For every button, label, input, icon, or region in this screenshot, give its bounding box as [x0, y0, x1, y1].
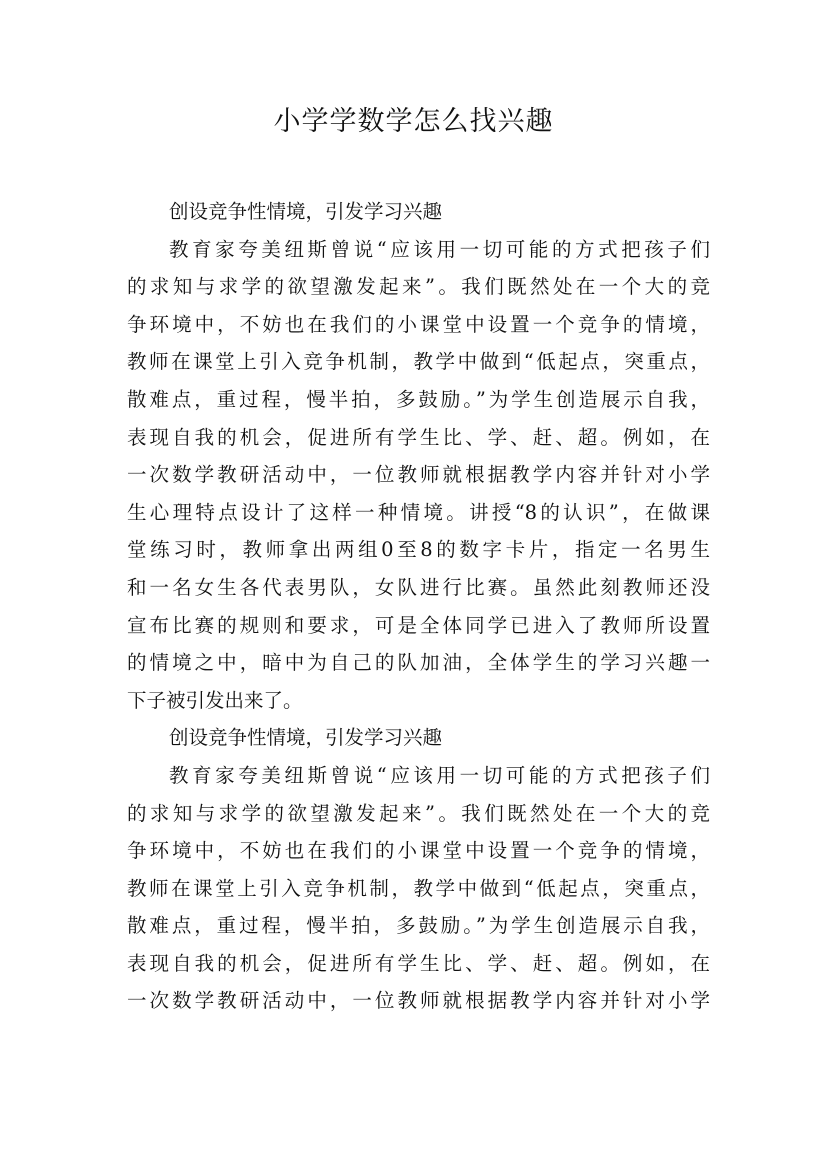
- text-line: 和一名女生各代表男队，女队进行比赛。虽然此刻教师还没: [127, 575, 710, 599]
- text-line: 宣布比赛的规则和要求，可是全体同学已进入了教师所设置: [127, 613, 710, 637]
- text-line: 堂练习时，教师拿出两组0至8的数字卡片，指定一名男生: [127, 538, 710, 562]
- text-line: 一次数学教研活动中，一位教师就根据教学内容并针对小学: [127, 989, 710, 1013]
- text-line: 的求知与求学的欲望激发起来”。我们既然处在一个大的竞: [127, 275, 710, 299]
- text-line: 表现自我的机会，促进所有学生比、学、赶、超。例如，在: [127, 951, 710, 975]
- text-line: 教育家夸美纽斯曾说“应该用一切可能的方式把孩子们: [169, 237, 710, 261]
- document-title: 小学学数学怎么找兴趣: [273, 106, 554, 137]
- text-line: 争环境中，不妨也在我们的小课堂中设置一个竞争的情境，: [127, 312, 710, 336]
- text-line: 的求知与求学的欲望激发起来”。我们既然处在一个大的竞: [127, 801, 710, 825]
- text-line: 教师在课堂上引入竞争机制，教学中做到“低起点，突重点，: [127, 350, 710, 374]
- text-line: 教育家夸美纽斯曾说“应该用一切可能的方式把孩子们: [169, 763, 710, 787]
- text-line: 散难点，重过程，慢半拍，多鼓励。”为学生创造展示自我，: [127, 914, 710, 938]
- text-line: 生心理特点设计了这样一种情境。讲授“8的认识”，在做课: [127, 500, 710, 524]
- document-body: [127, 193, 710, 1020]
- text-line: 教师在课堂上引入竞争机制，教学中做到“低起点，突重点，: [127, 876, 710, 900]
- text-line: 创设竞争性情境，引发学习兴趣: [169, 200, 443, 223]
- text-line: 创设竞争性情境，引发学习兴趣: [169, 726, 443, 750]
- text-line: 一次数学教研活动中，一位教师就根据教学内容并针对小学: [127, 463, 710, 487]
- text-line: 争环境中，不妨也在我们的小课堂中设置一个竞争的情境，: [127, 839, 710, 863]
- text-line: 下子被引发出来了。: [127, 688, 303, 712]
- text-line: 散难点，重过程，慢半拍，多鼓励。”为学生创造展示自我，: [127, 387, 710, 411]
- text-line: 表现自我的机会，促进所有学生比、学、赶、超。例如，在: [127, 425, 710, 449]
- text-line: 的情境之中，暗中为自己的队加油，全体学生的学习兴趣一: [127, 651, 710, 675]
